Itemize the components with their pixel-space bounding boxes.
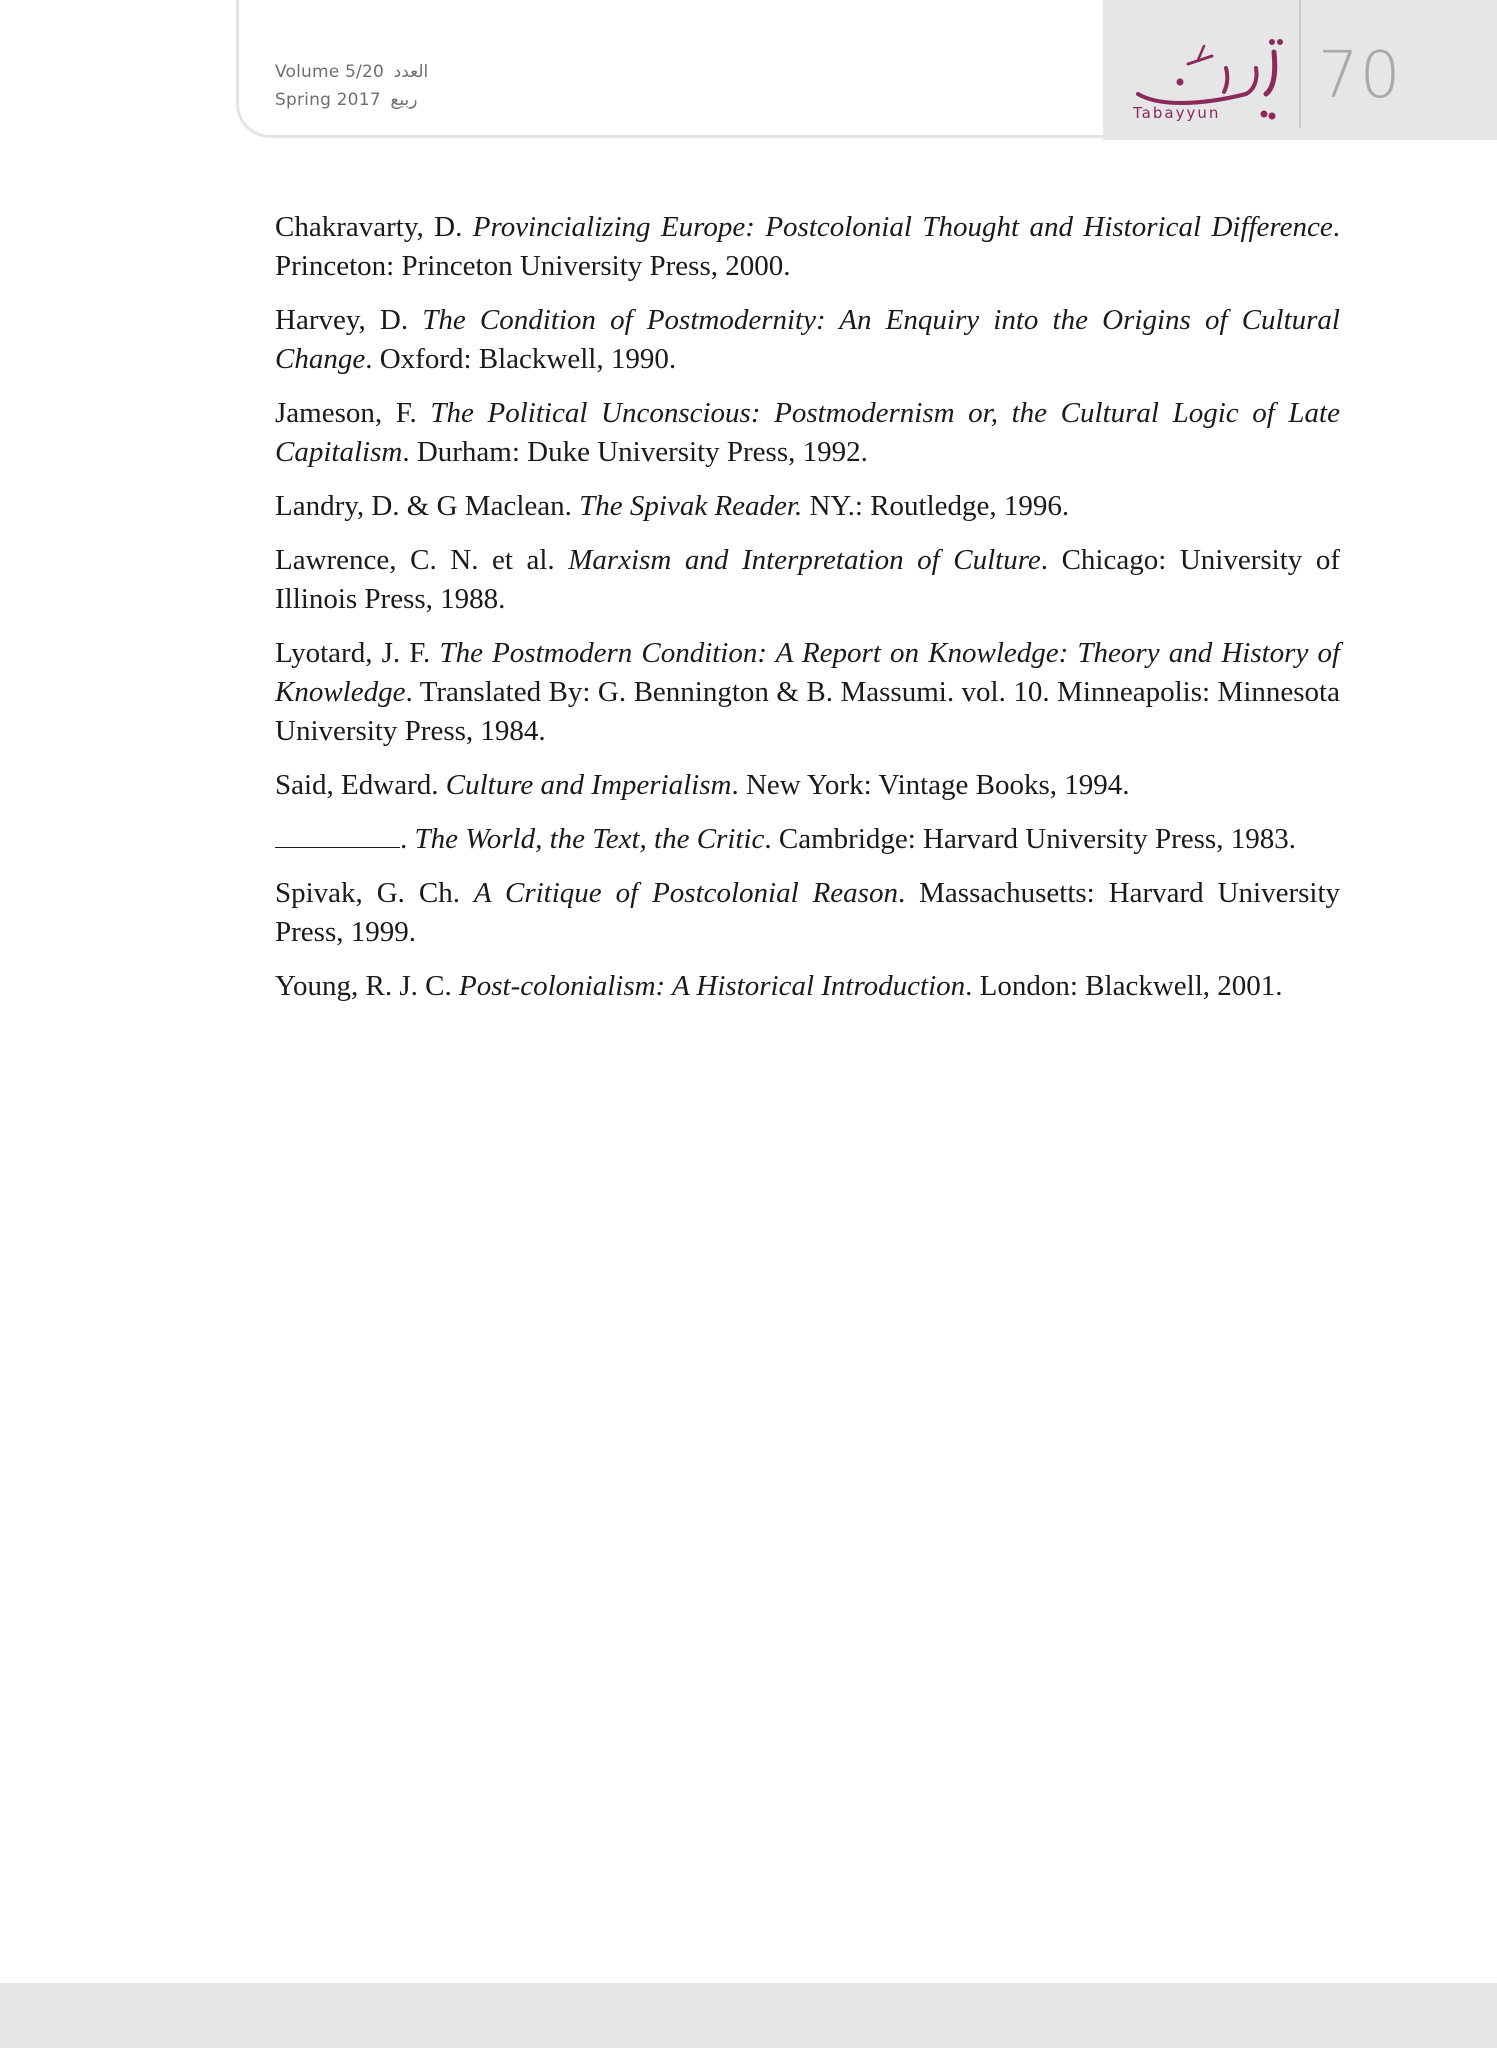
- reference-author: Jameson, F.: [275, 397, 431, 429]
- reference-entry: [275, 487, 1340, 526]
- reference-title: Marxism and Interpretation of Culture: [568, 544, 1041, 576]
- reference-title-prefix: .: [400, 823, 415, 855]
- reference-publication: . Chicago: University of Illinois Press, 1988.: [275, 544, 1340, 615]
- reference-author: Spivak, G. Ch.: [275, 877, 474, 909]
- reference-publication: NY.: Routledge, 1996.: [802, 490, 1070, 522]
- reference-title: A Critique of Postcolonial Reason: [473, 877, 898, 909]
- reference-title: The Condition of Postmodernity: An Enquiry into the Origins of Cultural Change: [275, 304, 1340, 375]
- reference-author: Young, R. J. C.: [275, 970, 460, 1002]
- reference-publication: . Translated By: G. Bennington & B. Massumi. vol. 10. Minneapolis: Minnesota University Press, 1984.: [275, 676, 1340, 747]
- reference-author: Lyotard, J. F.: [275, 637, 440, 669]
- reference-entry: [275, 541, 1340, 619]
- reference-title: The Spivak Reader.: [579, 490, 803, 522]
- reference-title: Culture and Imperialism: [445, 769, 732, 801]
- reference-entry: [275, 394, 1340, 472]
- reference-title: The Political Unconscious: Postmodernism or, the Cultural Logic of Late Capitalism: [275, 397, 1340, 468]
- journal-name: Tabayyun: [1133, 104, 1221, 122]
- reference-entry: [275, 820, 1340, 859]
- ditto-line: [275, 825, 400, 848]
- reference-author: Lawrence, C. N. et al.: [275, 544, 569, 576]
- reference-entry: [275, 766, 1340, 805]
- reference-entry: [275, 301, 1340, 379]
- reference-publication: . Oxford: Blackwell, 1990.: [365, 343, 677, 375]
- page-number: 70: [1318, 39, 1402, 113]
- reference-entry: [275, 208, 1340, 286]
- reference-author: Chakravarty, D.: [275, 211, 473, 243]
- reference-entry: [275, 634, 1340, 751]
- footer-band: [0, 1983, 1497, 2048]
- reference-publication: . Cambridge: Harvard University Press, 1983.: [764, 823, 1296, 855]
- reference-publication: . Princeton: Princeton University Press, 2000.: [275, 211, 1341, 282]
- reference-list: [275, 208, 1340, 1021]
- reference-author: Harvey, D.: [275, 304, 423, 336]
- volume-line: [275, 58, 428, 86]
- header-divider: [1299, 0, 1301, 128]
- reference-title: The Postmodern Condition: A Report on Knowledge: Theory and History of Knowledge: [275, 637, 1341, 708]
- volume-label: Volume 5/20: [275, 62, 385, 82]
- reference-entry: [275, 967, 1340, 1006]
- reference-publication: . London: Blackwell, 2001.: [965, 970, 1283, 1002]
- season-label: Spring 2017: [275, 90, 381, 110]
- reference-publication: . Massachusetts: Harvard University Press, 1999.: [275, 877, 1341, 948]
- season-label-arabic: ربيع: [390, 90, 418, 110]
- reference-publication: . New York: Vintage Books, 1994.: [731, 769, 1130, 801]
- reference-title: Provincializing Europe: Postcolonial Thought and Historical Difference: [472, 211, 1333, 243]
- reference-author: Landry, D. & G Maclean.: [275, 490, 580, 522]
- reference-title: Post-colonialism: A Historical Introduction: [459, 970, 966, 1002]
- issue-info: [275, 58, 428, 114]
- reference-title: The World, the Text, the Critic: [414, 823, 765, 855]
- season-line: [275, 86, 428, 114]
- reference-entry: [275, 874, 1340, 952]
- reference-publication: . Durham: Duke University Press, 1992.: [402, 436, 868, 468]
- volume-label-arabic: العدد: [393, 62, 429, 82]
- reference-author: Said, Edward.: [275, 769, 446, 801]
